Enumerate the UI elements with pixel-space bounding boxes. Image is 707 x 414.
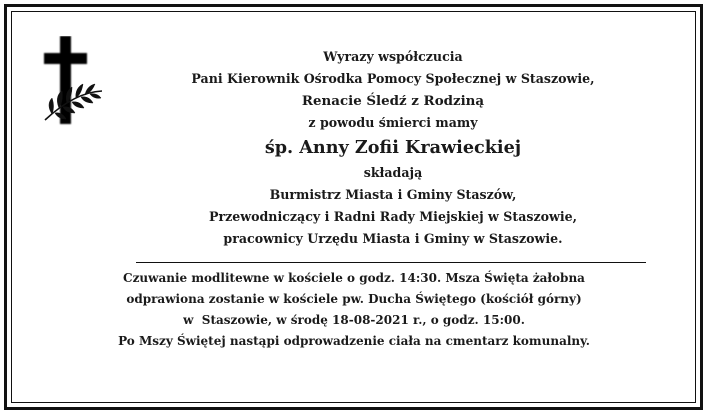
funeral-notice	[80, 268, 628, 352]
verb: składają	[363, 165, 423, 180]
notice-line-2: odprawiona zostanie w kościele pw. Ducha Świętego (kościół górny)	[126, 292, 582, 306]
recipient-line-2: Renacie Śledź z Rodziną	[301, 93, 485, 109]
reason: z powodu śmierci mamy	[308, 115, 478, 130]
sender-line-3: pracownicy Urzędu Miasta i Gminy w Staszowie.	[223, 231, 563, 246]
notice-line-4: Po Mszy Świętej nastąpi odprowadzenie ciała na cmentarz komunalny.	[118, 334, 590, 348]
notice-line-3: w Staszowie, w środę 18-08-2021 r., o godz. 15:00.	[183, 313, 525, 327]
cross-icon	[36, 36, 108, 128]
notice-line-1: Czuwanie modlitewne w kościele o godz. 14:30. Msza Święta żałobna	[123, 271, 585, 285]
sender-line-1: Burmistrz Miasta i Gminy Staszów,	[269, 187, 517, 202]
deceased-name: śp. Anny Zofii Krawieckiej	[264, 137, 522, 158]
heading: Wyrazy współczucia	[323, 49, 463, 64]
condolence-text	[128, 46, 658, 250]
palm-branch-icon	[45, 84, 102, 120]
sender-line-2: Przewodniczący i Radni Rady Miejskiej w Staszowie,	[208, 209, 578, 224]
recipient-line-1: Pani Kierownik Ośrodka Pomocy Społecznej w Staszowie,	[191, 71, 595, 86]
divider	[136, 262, 646, 263]
